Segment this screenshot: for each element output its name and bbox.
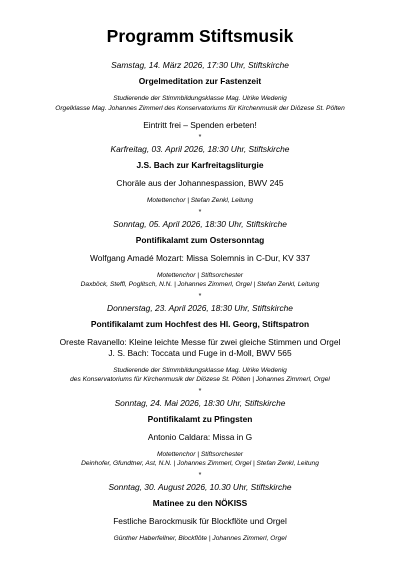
- event-date: Sonntag, 05. April 2026, 18:30 Uhr, Stiftskirche: [113, 218, 287, 229]
- event-performers: Motettenchor | Stiftsorchester: [156, 450, 243, 458]
- event-performers: Deinhofer, Gfundtner, Ast, N.N. | Johannes Zimmerl, Orgel | Stefan Zenkl, Leitung: [81, 460, 319, 467]
- event-6: [0, 482, 400, 544]
- event-4: [0, 303, 400, 385]
- separator-star: *: [198, 208, 202, 216]
- event-1: [0, 60, 400, 131]
- event-note: Eintritt frei – Spenden erbeten!: [143, 120, 257, 130]
- event-program: Festliche Barockmusik für Blockflöte und Orgel: [113, 515, 287, 526]
- event-performers: Studierende der Stimmbildungsklasse Mag. Ulrike Wedenig: [113, 95, 287, 102]
- event-performers: Motettenchor | Stefan Zenkl, Leitung: [146, 197, 254, 204]
- separator-star: *: [198, 134, 202, 141]
- event-program: Antonio Caldara: Missa in G: [147, 431, 253, 442]
- event-title: Orgelmeditation zur Fastenzeit: [138, 76, 262, 86]
- event-date: Samstag, 14. März 2026, 17:30 Uhr, Stiftskirche: [111, 60, 289, 70]
- event-5: [0, 398, 400, 469]
- event-date: Sonntag, 24. Mai 2026, 18:30 Uhr, Stiftskirche: [114, 397, 286, 408]
- event-title: Pontifikalamt zum Ostersonntag: [135, 234, 265, 245]
- event-program: J. S. Bach: Toccata und Fuge in d-Moll, BWV 565: [108, 347, 292, 358]
- separator-star: *: [198, 471, 202, 479]
- event-performers: Motettenchor | Stiftsorchester: [156, 271, 243, 279]
- event-title: J.S. Bach zur Karfreitagsliturgie: [136, 160, 264, 170]
- event-3: [0, 219, 400, 290]
- event-performers: des Konservatoriums für Kirchenmusik der Diözese St. Pölten | Johannes Zimmerl, Orgel: [70, 376, 330, 383]
- event-performers: Günther Haberfellner, Blockflöte | Johannes Zimmerl, Orgel: [113, 534, 287, 542]
- event-performers: Studierende der Stimmbildungsklasse Mag. Ulrike Wedenig: [113, 366, 287, 374]
- event-title: Pontifikalamt zu Pfingsten: [147, 413, 253, 424]
- event-title: Matinee zu den NÖKISS: [152, 497, 248, 508]
- event-performers: Orgelklasse Mag. Johannes Zimmerl des Konservatoriums für Kirchenmusik der Diözese St. Pölten: [55, 104, 345, 112]
- event-date: Sonntag, 30. August 2026, 10.30 Uhr, Stiftskirche: [108, 481, 292, 492]
- event-2: [0, 144, 400, 206]
- event-title: Pontifikalamt zum Hochfest des Hl. Georg, Stiftspatron: [90, 318, 310, 329]
- event-date: Karfreitag, 03. April 2026, 18:30 Uhr, Stiftskirche: [110, 144, 290, 154]
- event-program: Wolfgang Amadé Mozart: Missa Solemnis in C-Dur, KV 337: [89, 252, 310, 263]
- event-program: Choräle aus der Johannespassion, BWV 245: [116, 178, 284, 188]
- event-date: Donnerstag, 23. April 2026, 18:30 Uhr, Stiftskirche: [107, 302, 293, 313]
- separator-star: *: [198, 292, 202, 300]
- page-title: Programm Stiftsmusik: [106, 26, 294, 46]
- event-performers: Daxböck, Steffl, Poglitsch, N.N. | Johannes Zimmerl, Orgel | Stefan Zenkl, Leitung: [80, 281, 320, 288]
- event-program: Oreste Ravanello: Kleine leichte Messe für zwei gleiche Stimmen und Orgel: [59, 336, 341, 347]
- separator-star: *: [198, 387, 202, 395]
